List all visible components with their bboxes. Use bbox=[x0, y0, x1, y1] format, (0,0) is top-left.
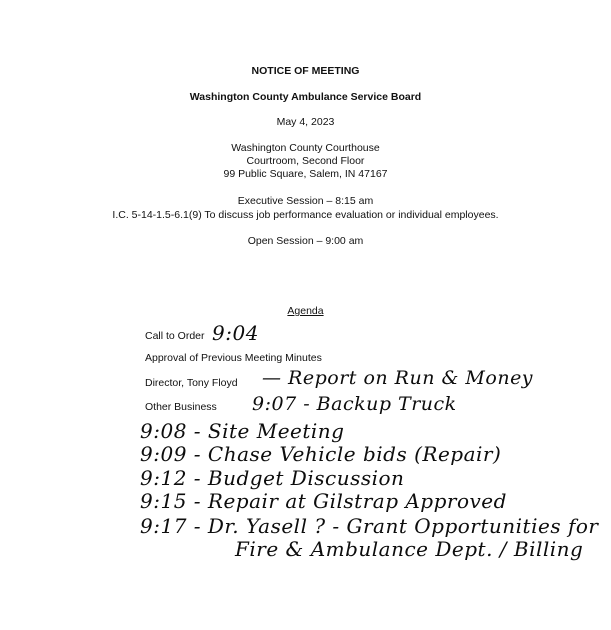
location-room: Courtroom, Second Floor bbox=[246, 155, 365, 167]
location-building: Washington County Courthouse bbox=[231, 142, 380, 154]
location-address: 99 Public Square, Salem, IN 47167 bbox=[223, 168, 388, 180]
executive-session-purpose: I.C. 5-14-1.5-6.1(9) To discuss job performance evaluation or individual employees. bbox=[112, 209, 499, 221]
agenda-item-director: Director, Tony Floyd bbox=[145, 377, 238, 389]
agenda-note-director: — Report on Run & Money bbox=[262, 367, 534, 389]
handwritten-item-dr-yasell: 9:17 - Dr. Yasell ? - Grant Opportunities for bbox=[140, 514, 599, 538]
handwritten-item-fire-ambulance: Fire & Ambulance Dept. / Billing bbox=[235, 537, 584, 561]
meeting-date: May 4, 2023 bbox=[276, 116, 335, 128]
agenda-note-other-business: 9:07 - Backup Truck bbox=[252, 393, 457, 415]
executive-session-time: Executive Session – 8:15 am bbox=[237, 195, 374, 207]
handwritten-item-repair-gilstrap: 9:15 - Repair at Gilstrap Approved bbox=[140, 489, 507, 513]
open-session-time: Open Session – 9:00 am bbox=[247, 235, 364, 247]
board-name: Washington County Ambulance Service Board bbox=[189, 91, 422, 103]
handwritten-item-chase-vehicle: 9:09 - Chase Vehicle bids (Repair) bbox=[140, 442, 502, 466]
handwritten-item-site-meeting: 9:08 - Site Meeting bbox=[140, 419, 345, 443]
notice-title: NOTICE OF MEETING bbox=[251, 65, 360, 77]
agenda-heading: Agenda bbox=[287, 305, 324, 317]
agenda-item-approval-minutes: Approval of Previous Meeting Minutes bbox=[145, 352, 322, 364]
agenda-note-call-to-order: 9:04 bbox=[212, 321, 259, 345]
agenda-item-other-business: Other Business bbox=[145, 401, 217, 413]
agenda-item-call-to-order: Call to Order bbox=[145, 330, 205, 342]
handwritten-item-budget: 9:12 - Budget Discussion bbox=[140, 466, 405, 490]
